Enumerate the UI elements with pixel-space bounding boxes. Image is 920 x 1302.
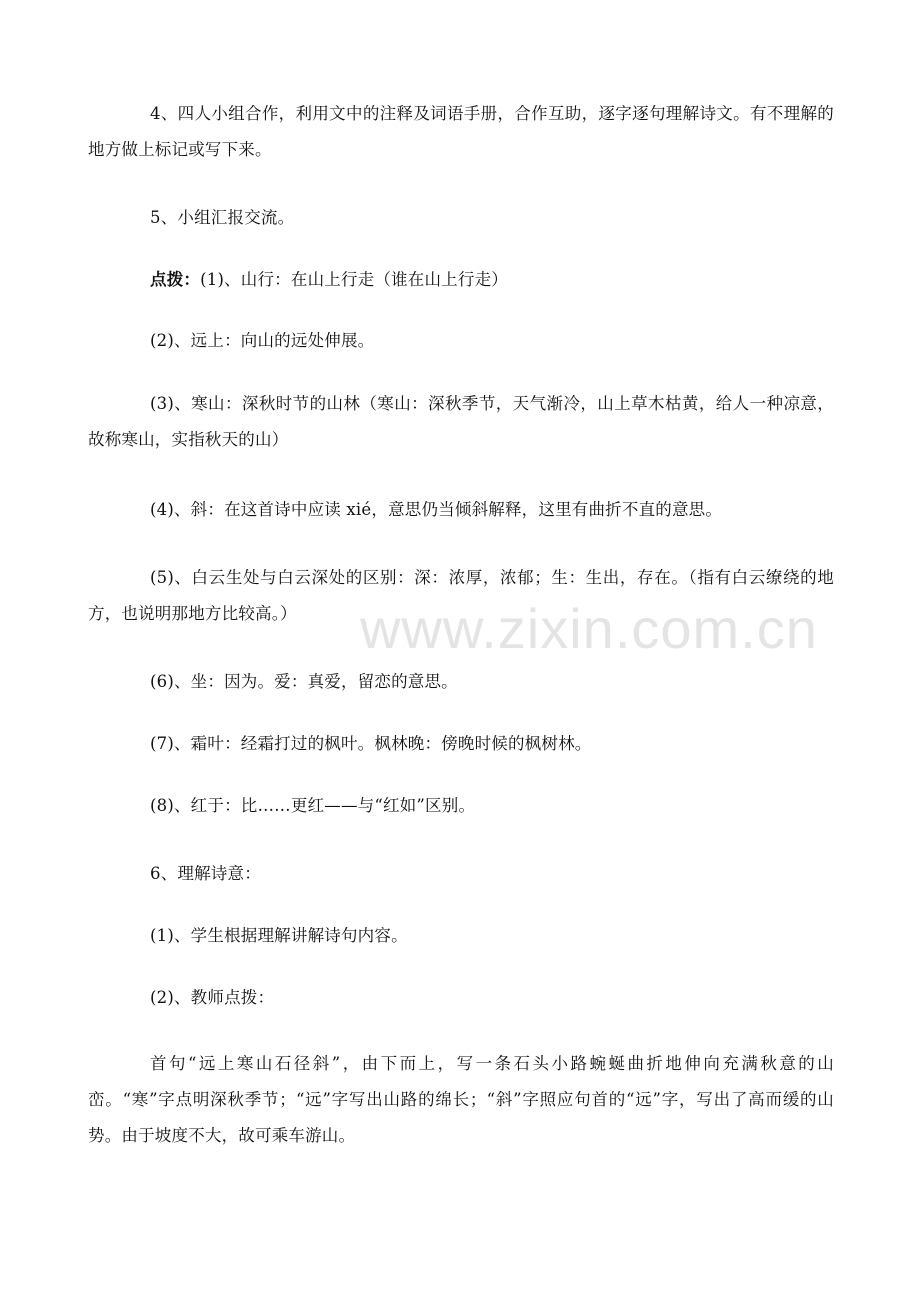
watermark: www.zixin.com.cn bbox=[360, 597, 818, 660]
paragraph-hint-8: (8)、红于：比……更红——与“红如”区别。 bbox=[150, 796, 476, 815]
hint-1-text: (1)、山行：在山上行走（谁在山上行走） bbox=[200, 270, 508, 289]
paragraph-hint-1 bbox=[150, 262, 840, 298]
paragraph-hint-6: (6)、坐：因为。爱：真爱，留恋的意思。 bbox=[150, 672, 458, 691]
paragraph-step-6-1: (1)、学生根据理解讲解诗句内容。 bbox=[150, 926, 408, 945]
paragraph-hint-5: (5)、白云生处与白云深处的区别：深：浓厚，浓郁；生：生出，存在。（指有白云缭绕的地方，也说明那地方比较高。） bbox=[88, 568, 834, 623]
paragraph-hint-3: (3)、寒山：深秋时节的山林（寒山：深秋季节，天气渐冷，山上草木枯黄，给人一种凉意，故称寒山，实指秋天的山） bbox=[88, 394, 834, 449]
paragraph-hint-2: (2)、远上：向山的远处伸展。 bbox=[150, 331, 375, 350]
paragraph-explanation: 首句“远上寒山石径斜”，由下而上，写一条石头小路蜿蜒曲折地伸向充满秋意的山峦。“寒”字点明深秋季节；“远”字写出山路的绵长；“斜”字照应句首的“远”字，写出了高而缓的山势。由于坡度不大，故可乘车游山。 bbox=[88, 1054, 834, 1145]
paragraph-step-6: 6、理解诗意： bbox=[150, 864, 261, 883]
paragraph-hint-7: (7)、霜叶：经霜打过的枫叶。枫林晚：傍晚时候的枫树林。 bbox=[150, 734, 592, 753]
hint-label: 点拨： bbox=[150, 270, 201, 289]
paragraph-step-6-2: (2)、教师点拨： bbox=[150, 988, 275, 1007]
paragraph-step-5: 5、小组汇报交流。 bbox=[150, 208, 295, 227]
paragraph-step-4: 4、四人小组合作，利用文中的注释及词语手册，合作互助，逐字逐句理解诗文。有不理解的地方做上标记或写下来。 bbox=[88, 104, 834, 159]
paragraph-hint-4: (4)、斜：在这首诗中应读 xié，意思仍当倾斜解释，这里有曲折不直的意思。 bbox=[150, 500, 723, 519]
